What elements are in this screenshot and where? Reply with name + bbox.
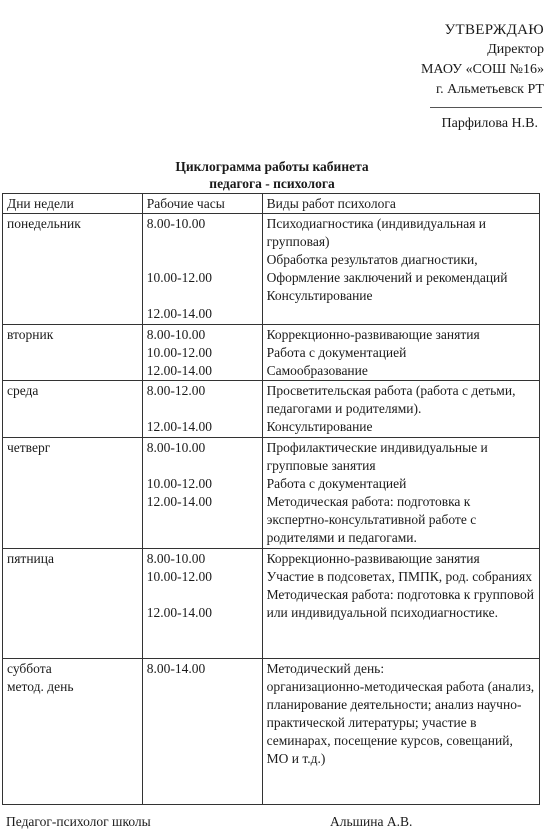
hours-slot: 12.00-14.00 — [146, 419, 213, 434]
day-cell: четверг — [3, 438, 143, 549]
hours-slot: 8.00-10.00 — [146, 327, 206, 342]
approval-block — [344, 20, 544, 100]
work-item: Консультирование — [266, 419, 373, 434]
table-header-row — [3, 194, 540, 214]
signature-line — [430, 107, 542, 108]
table-row — [3, 325, 540, 381]
work-item: Методический день: — [266, 661, 385, 676]
work-cell — [262, 549, 539, 659]
work-cell — [262, 325, 539, 381]
table-row — [3, 549, 540, 659]
table-row — [3, 381, 540, 438]
header-day: Дни недели — [3, 194, 143, 214]
table-row — [3, 438, 540, 549]
hours-slot: 10.00-12.00 — [146, 345, 213, 360]
work-item: Методическая работа: подготовка к экспертно-консультативной работе с родителями и педагогами. — [266, 494, 477, 545]
work-item: Консультирование — [266, 288, 373, 303]
day-note: метод. день — [7, 679, 74, 694]
header-work: Виды работ психолога — [262, 194, 539, 214]
hours-slot: 12.00-14.00 — [146, 494, 213, 509]
day-cell: пятница — [3, 549, 143, 659]
document-title — [0, 158, 544, 192]
work-item: организационно-методическая работа (анализ, планирование деятельности; анализ научно-практической литературы; участие в семинарах, посещение курсов, совещаний, МО и т.д.) — [266, 679, 535, 766]
work-item: Просветительская работа (работа с детьми, педагогами и родителями). — [266, 383, 516, 416]
hours-slot: 10.00-12.00 — [146, 270, 213, 285]
work-cell — [262, 214, 539, 325]
hours-cell — [142, 549, 262, 659]
hours-slot: 12.00-14.00 — [146, 363, 213, 378]
work-item: Самообразование — [266, 363, 368, 378]
approval-organization: МАОУ «СОШ №16» — [420, 62, 544, 77]
footer-name: Альшина А.В. — [330, 814, 413, 829]
schedule-table — [2, 193, 540, 805]
work-item: Работа с документацией — [266, 345, 407, 360]
hours-slot: 8.00-14.00 — [146, 661, 206, 676]
approver-name: Парфилова Н.В. — [441, 116, 538, 131]
hours-cell — [142, 214, 262, 325]
day-cell: вторник — [3, 325, 143, 381]
title-line-2: педагога - психолога — [209, 176, 335, 191]
work-item: Профилактические индивидуальные и групповые занятия — [266, 440, 488, 473]
work-item: Психодиагностика (индивидуальная и групповая) — [266, 216, 487, 249]
day-cell — [3, 659, 143, 805]
day-cell: понедельник — [3, 214, 143, 325]
approval-city: г. Альметьевск РТ — [436, 82, 544, 97]
table-row — [3, 659, 540, 805]
hours-slot: 12.00-14.00 — [146, 306, 213, 321]
day-name: суббота — [7, 661, 52, 676]
hours-cell — [142, 381, 262, 438]
work-cell — [262, 438, 539, 549]
header-hours: Рабочие часы — [142, 194, 262, 214]
hours-slot: 12.00-14.00 — [146, 605, 213, 620]
approve-word: УТВЕРЖДАЮ — [444, 22, 544, 38]
work-item: Обработка результатов диагностики, Оформление заключений и рекомендаций — [266, 252, 508, 285]
work-item: Работа с документацией — [266, 476, 407, 491]
hours-cell — [142, 659, 262, 805]
work-cell — [262, 659, 539, 805]
hours-slot: 10.00-12.00 — [146, 569, 213, 584]
work-item: Методическая работа: подготовка к групповой или индивидуальной психодиагностике. — [266, 587, 535, 620]
work-cell — [262, 381, 539, 438]
hours-slot: 8.00-10.00 — [146, 216, 206, 231]
work-item: Коррекционно-развивающие занятия — [266, 327, 480, 342]
day-cell: среда — [3, 381, 143, 438]
hours-slot: 8.00-10.00 — [146, 551, 206, 566]
work-item: Участие в подсоветах, ПМПК, род. собраниях — [266, 569, 532, 584]
hours-slot: 8.00-12.00 — [146, 383, 206, 398]
footer-role: Педагог-психолог школы — [6, 814, 151, 829]
hours-slot: 8.00-10.00 — [146, 440, 206, 455]
approval-position: Директор — [487, 42, 544, 57]
title-line-1: Циклограмма работы кабинета — [175, 159, 369, 174]
table-row — [3, 214, 540, 325]
hours-slot: 10.00-12.00 — [146, 476, 213, 491]
hours-cell — [142, 325, 262, 381]
hours-cell — [142, 438, 262, 549]
work-item: Коррекционно-развивающие занятия — [266, 551, 480, 566]
